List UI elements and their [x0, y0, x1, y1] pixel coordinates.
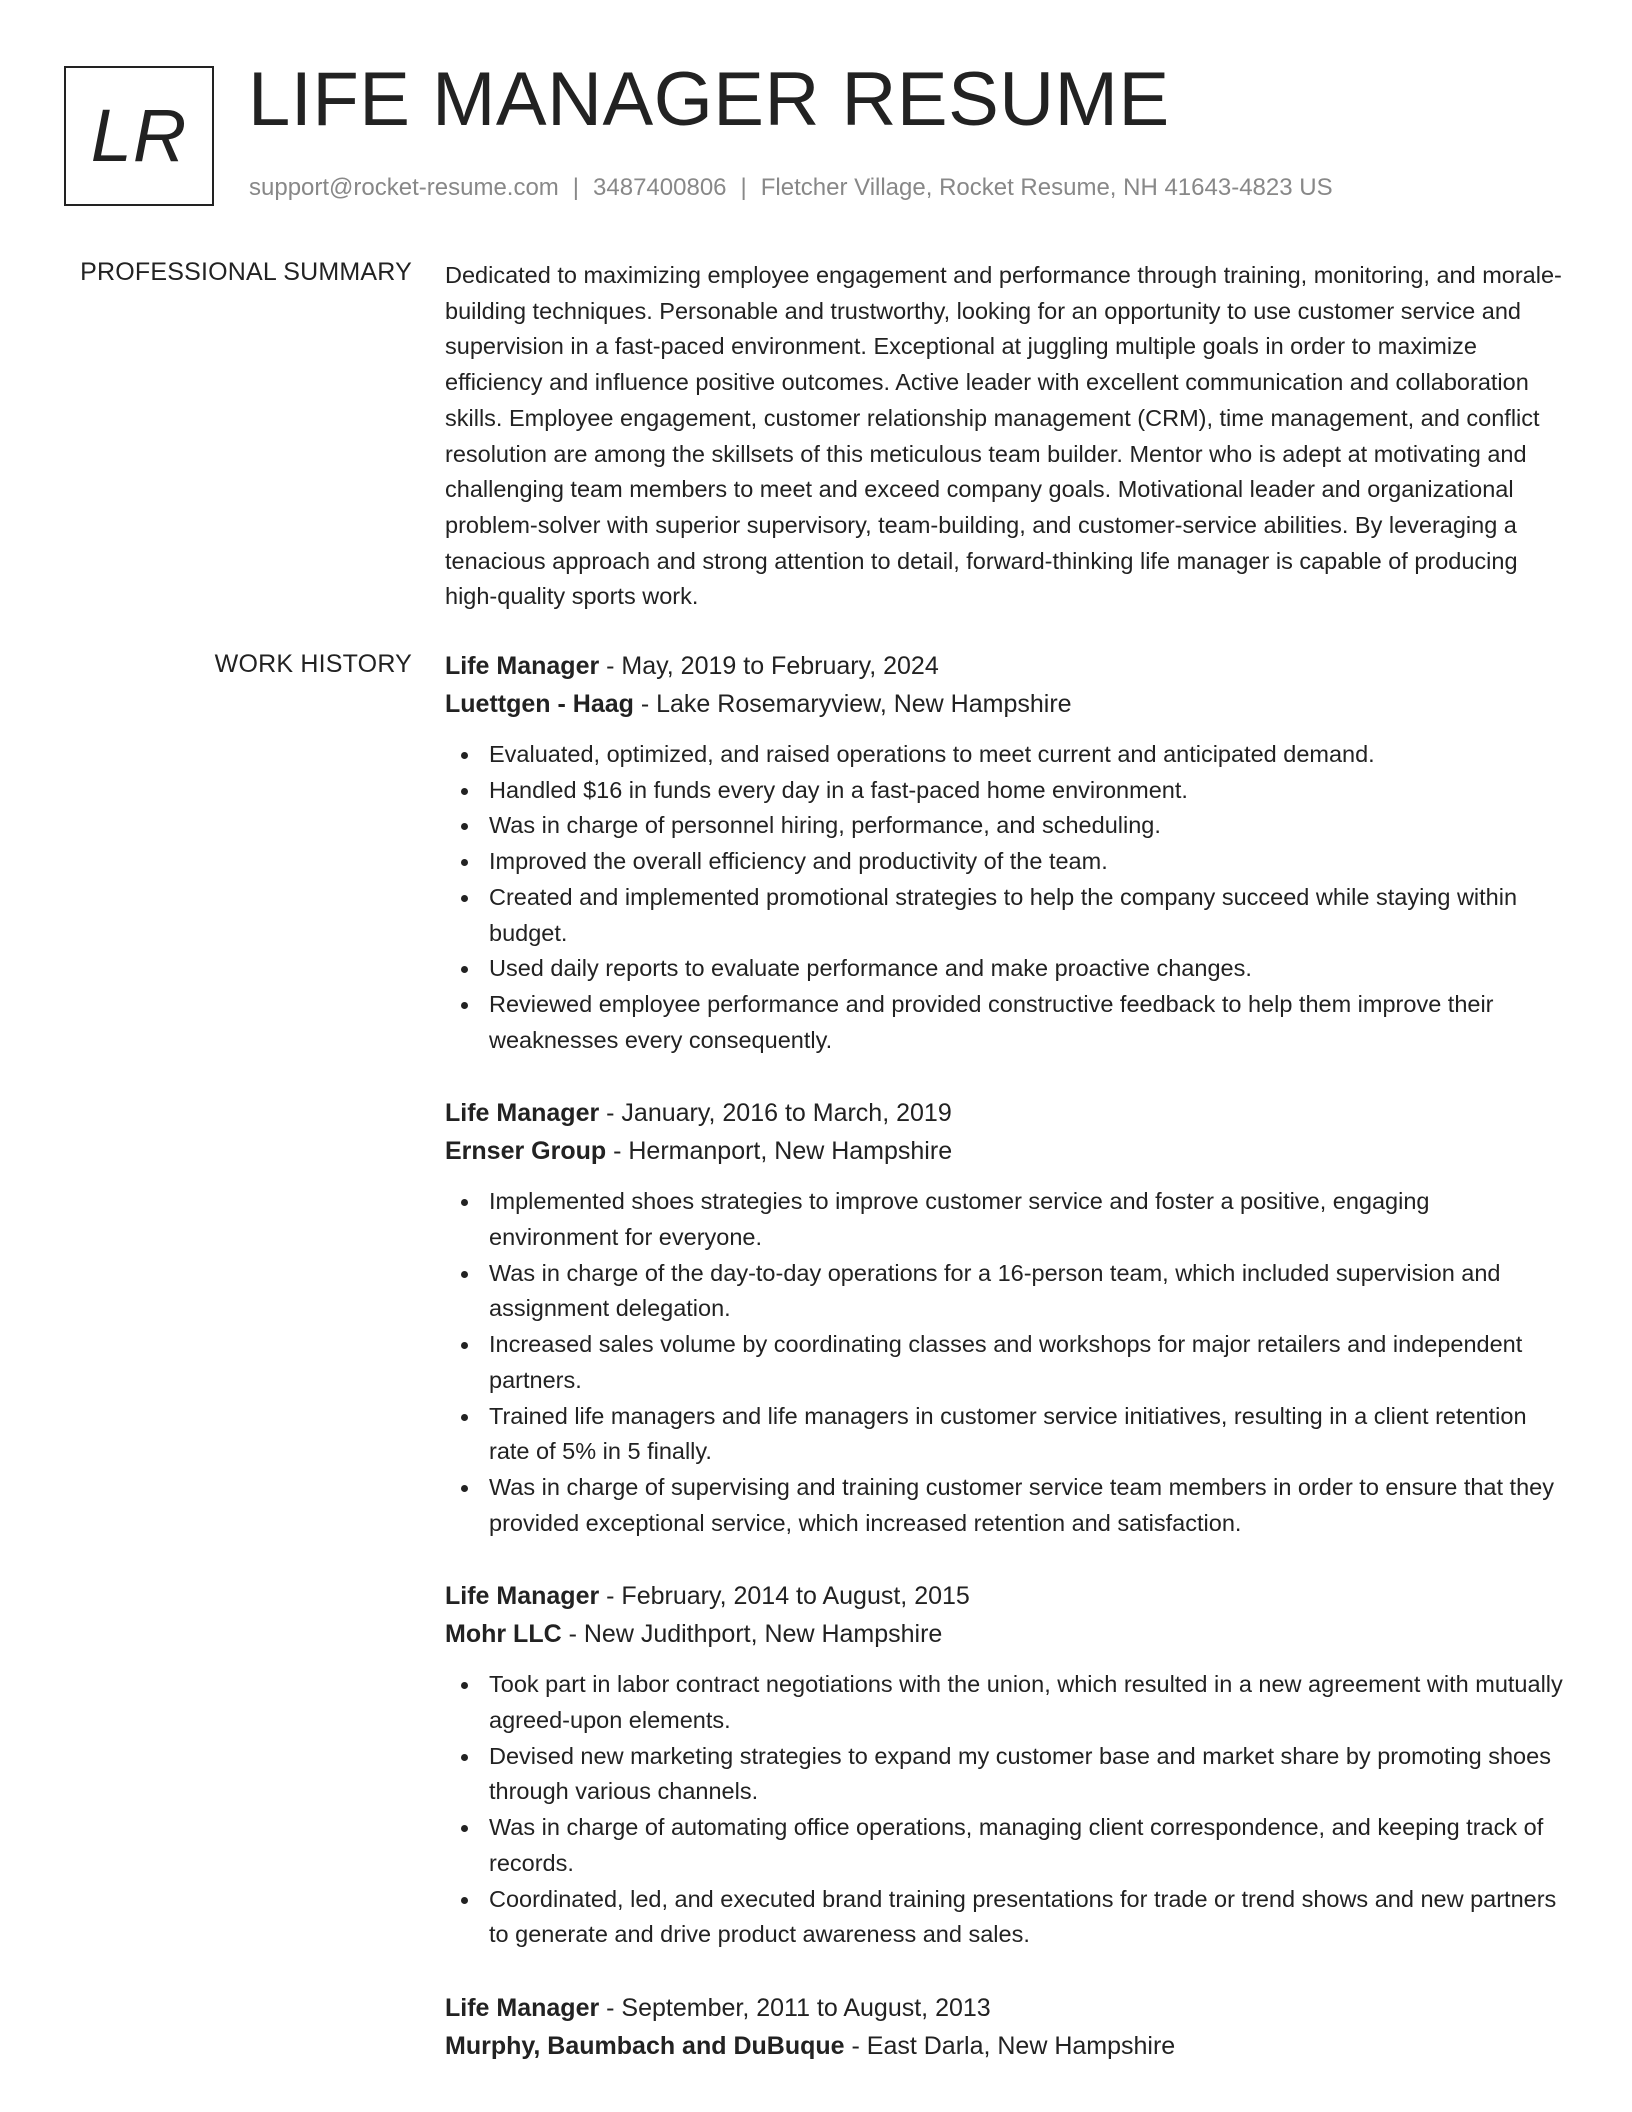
job-entry — [445, 647, 1565, 1058]
job-bullet-list — [445, 737, 1565, 1058]
contact-address: Fletcher Village, Rocket Resume, NH 41643-4823 US — [760, 174, 1333, 201]
work-history-body — [445, 647, 1565, 2101]
job-title: Life Manager — [445, 1582, 600, 1611]
job-title-line — [445, 1989, 1565, 2027]
job-bullet: Evaluated, optimized, and raised operations to meet current and anticipated demand. — [445, 737, 1565, 773]
job-title-line — [445, 647, 1565, 685]
summary-body — [445, 258, 1565, 615]
job-location: - Lake Rosemaryview, New Hampshire — [633, 690, 1072, 718]
summary-text: Dedicated to maximizing employee engagement and performance through training, monitoring, and morale-building techniques. Personable and trustworthy, looking for an opportunity to use customer service and supervision in a fast-paced environment. Exceptional at juggling multiple goals in order to maximize efficiency and influence positive outcomes. Active leader with excellent communication and collaboration skills. Employee engagement, customer relationship management (CRM), time management, and conflict resolution are among the skillsets of this meticulous team builder. Mentor who is adept at motivating and challenging team members to meet and exceed company goals. Motivational leader and organizational problem-solver with superior supervisory, team-building, and customer-service abilities. By leveraging a tenacious approach and strong attention to detail, forward-thinking life manager is capable of producing high-quality sports work. — [445, 262, 1562, 610]
job-entry — [445, 1577, 1565, 1953]
contact-separator: | — [572, 174, 580, 201]
contact-phone[interactable]: 3487400806 — [593, 174, 727, 201]
resume-title: LIFE MANAGER RESUME — [248, 57, 1170, 142]
job-bullet-list — [445, 1184, 1565, 1541]
job-dates: - February, 2014 to August, 2015 — [599, 1582, 970, 1611]
job-dates: - January, 2016 to March, 2019 — [599, 1099, 952, 1128]
job-entry — [445, 1094, 1565, 1541]
job-bullet: Was in charge of supervising and training customer service team members in order to ensure that they provided exceptional service, which increased retention and satisfaction. — [445, 1470, 1565, 1541]
summary-heading: PROFESSIONAL SUMMARY — [80, 258, 412, 286]
job-company-line — [445, 1615, 1565, 1653]
job-bullet: Increased sales volume by coordinating classes and workshops for major retailers and independent partners. — [445, 1327, 1565, 1398]
job-company: Murphy, Baumbach and DuBuque — [445, 2031, 845, 2060]
job-entry — [445, 1989, 1565, 2065]
job-title: Life Manager — [445, 1099, 600, 1128]
monogram-initials: LR — [90, 94, 188, 177]
contact-line — [249, 174, 1333, 202]
job-title: Life Manager — [445, 652, 600, 680]
job-company-line — [445, 1132, 1565, 1170]
job-bullet: Created and implemented promotional strategies to help the company succeed while staying within budget. — [445, 880, 1565, 951]
job-company-line — [445, 685, 1565, 723]
job-company: Luettgen - Haag — [445, 690, 634, 718]
job-bullet: Handled $16 in funds every day in a fast-paced home environment. — [445, 773, 1565, 809]
contact-separator: | — [740, 174, 747, 201]
work-history-heading: WORK HISTORY — [214, 650, 412, 678]
job-bullet: Took part in labor contract negotiations with the union, which resulted in a new agreement with mutually agreed-upon elements. — [445, 1667, 1565, 1738]
job-location: - New Judithport, New Hampshire — [561, 1620, 943, 1649]
job-bullet: Trained life managers and life managers in customer service initiatives, resulting in a client retention rate of 5% in 5 finally. — [445, 1399, 1565, 1470]
job-bullet: Reviewed employee performance and provided constructive feedback to help them improve their weaknesses every consequently. — [445, 987, 1565, 1058]
monogram-badge — [64, 66, 214, 206]
job-bullet: Used daily reports to evaluate performance and make proactive changes. — [445, 951, 1565, 987]
job-dates: - May, 2019 to February, 2024 — [599, 652, 939, 680]
job-bullet: Devised new marketing strategies to expand my customer base and market share by promoting shoes through various channels. — [445, 1739, 1565, 1810]
job-bullet: Implemented shoes strategies to improve customer service and foster a positive, engaging environment for everyone. — [445, 1184, 1565, 1255]
job-title-line — [445, 1577, 1565, 1615]
job-bullet: Coordinated, led, and executed brand training presentations for trade or trend shows and new partners to generate and drive product awareness and sales. — [445, 1882, 1565, 1953]
job-title-line — [445, 1094, 1565, 1132]
job-bullet: Was in charge of automating office operations, managing client correspondence, and keeping track of records. — [445, 1810, 1565, 1881]
job-company: Ernser Group — [445, 1137, 607, 1166]
job-location: - East Darla, New Hampshire — [844, 2031, 1176, 2060]
job-company: Mohr LLC — [445, 1620, 562, 1649]
job-bullet: Was in charge of personnel hiring, performance, and scheduling. — [445, 808, 1565, 844]
job-dates: - September, 2011 to August, 2013 — [599, 1993, 991, 2022]
job-location: - Hermanport, New Hampshire — [606, 1137, 953, 1166]
job-bullet-list — [445, 1667, 1565, 1953]
job-bullet: Was in charge of the day-to-day operations for a 16-person team, which included supervision and assignment delegation. — [445, 1256, 1565, 1327]
contact-email[interactable]: support@rocket-resume.com — [249, 174, 559, 201]
job-bullet: Improved the overall efficiency and productivity of the team. — [445, 844, 1565, 880]
job-company-line — [445, 2027, 1565, 2065]
job-title: Life Manager — [445, 1993, 600, 2022]
